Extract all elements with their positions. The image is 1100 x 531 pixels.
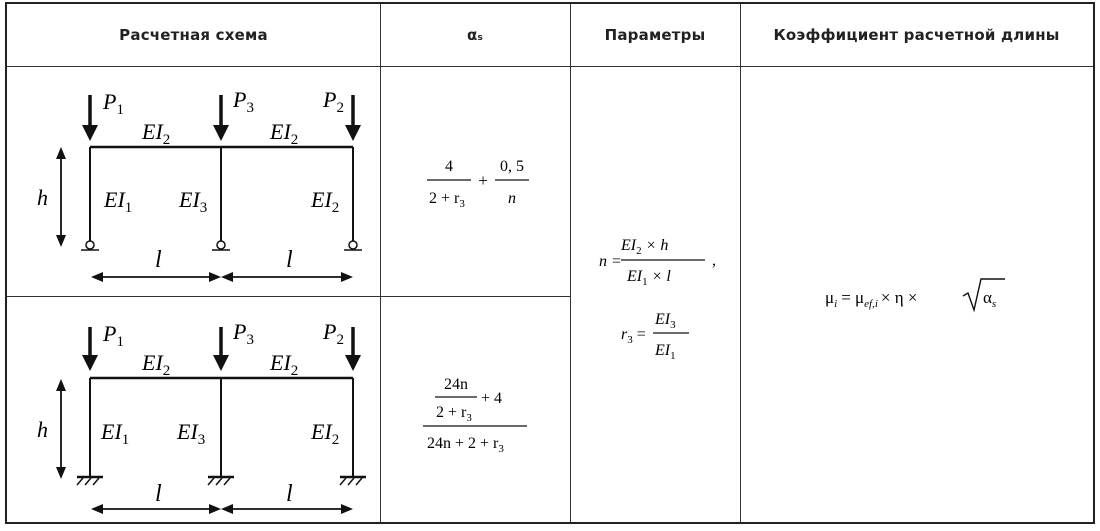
label-l-left: l [155, 247, 162, 273]
plus-sign: + [478, 171, 488, 190]
n-lhs: n = [599, 253, 622, 270]
label-ei2-right: $EI_2$ [270, 119, 299, 148]
label-ei2-left: $EI_2$ [142, 119, 171, 148]
plus-four: + 4 [481, 390, 503, 407]
pinned-support [349, 241, 357, 249]
n-numerator: $EI_2 \times h$ [621, 237, 669, 257]
label-ei2-right: $EI_2$ [270, 350, 299, 379]
label-p1: $P_1$ [103, 89, 124, 118]
label-p2: $P_2$ [323, 319, 344, 348]
label-h: h [37, 417, 48, 442]
header-alpha: α $_s$ [466, 26, 484, 44]
comma: , [712, 252, 716, 269]
label-l-right: l [286, 481, 293, 507]
inner-denominator: $2 + r_3$ [436, 404, 472, 424]
header-parameters: Параметры [604, 26, 706, 44]
sqrt-content: $\alpha_s$ [983, 288, 997, 310]
coefficient-table [5, 2, 1095, 524]
label-ei1: $EI_1$ [104, 187, 133, 216]
coef-expression: $\mu_i = \mu_{ef,i} \times \eta$ × [825, 288, 918, 310]
alpha-formula-fixed [381, 297, 570, 523]
label-h: h [37, 185, 48, 210]
label-l-right: l [286, 247, 293, 273]
pinned-support [86, 241, 94, 249]
label-ei1: $EI_1$ [101, 419, 130, 448]
t1-denominator: $2 + r_3$ [429, 190, 465, 210]
r-denominator: $EI_1$ [655, 342, 676, 362]
r-lhs: $r_3$ = [621, 326, 646, 346]
r-numerator: $EI_3$ [655, 311, 676, 331]
frame-scheme-fixed [7, 297, 379, 523]
header-coefficient: Коэффициент расчетной длины [773, 26, 1060, 44]
inner-numerator: 24n [444, 376, 468, 393]
fixed-support [77, 477, 103, 485]
alpha-formula-pinned [381, 67, 570, 295]
coefficient-formula [741, 67, 1093, 523]
label-ei2-col: $EI_2$ [311, 419, 340, 448]
label-p3: $P_3$ [233, 87, 254, 116]
label-l-left: l [155, 481, 162, 507]
fixed-support [340, 477, 366, 485]
label-ei2-left: $EI_2$ [142, 350, 171, 379]
n-denominator: $EI_1 \times l$ [627, 268, 671, 288]
t1-numerator: 4 [445, 158, 453, 175]
t2-numerator: 0, 5 [500, 158, 524, 175]
frame-scheme-pinned [7, 67, 379, 295]
t2-denominator: n [508, 190, 516, 207]
label-p2: $P_2$ [323, 87, 344, 116]
fixed-support [208, 477, 234, 485]
label-ei3: $EI_3$ [177, 419, 206, 448]
label-ei3: $EI_3$ [179, 187, 208, 216]
label-ei2-col: $EI_2$ [311, 187, 340, 216]
main-denominator: $24n + 2 + r_3$ [427, 435, 504, 455]
parameters-formula [571, 67, 740, 523]
label-p1: $P_1$ [103, 321, 124, 350]
header-scheme: Расчетная схема [119, 26, 268, 44]
pinned-support [217, 241, 225, 249]
label-p3: $P_3$ [233, 319, 254, 348]
